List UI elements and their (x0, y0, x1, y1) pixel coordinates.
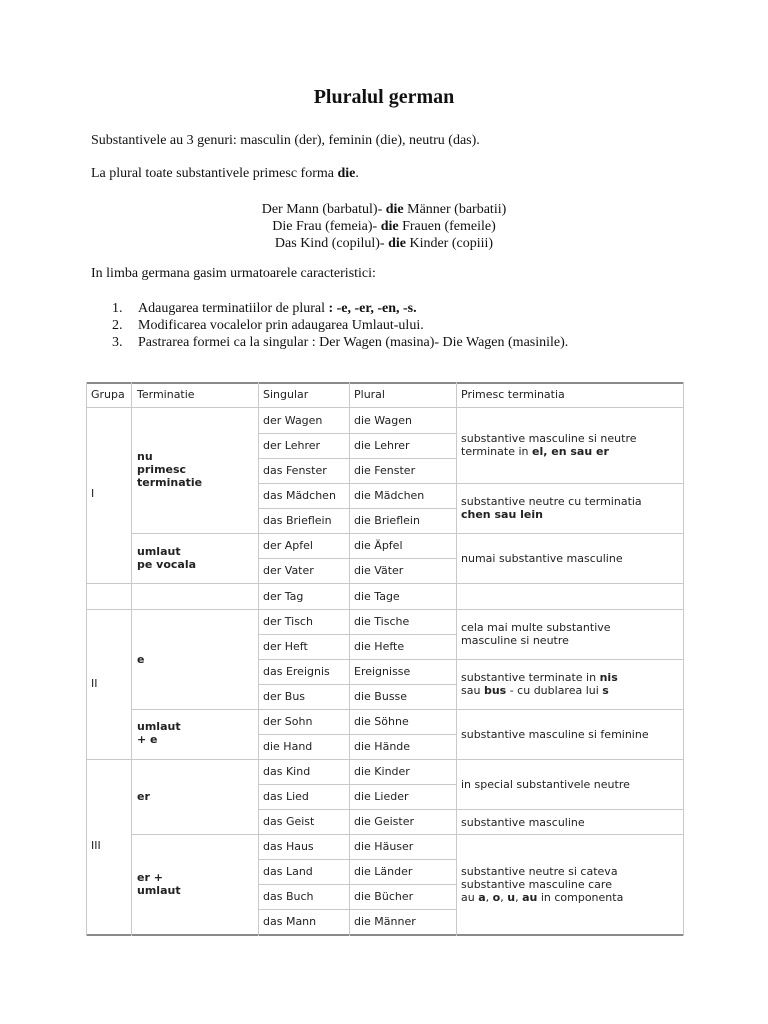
termination-umlaut (137, 545, 196, 571)
note-line-text (461, 891, 623, 904)
plural-cell: die Brieflein (354, 514, 420, 527)
note-cell (461, 816, 585, 829)
example-line (0, 201, 768, 218)
intro-paragraph: Substantivele au 3 genuri: masculin (der), feminin (die), neutru (das). (91, 133, 480, 148)
note-line (456, 533, 684, 534)
plural-cell: die Äpfel (354, 539, 403, 552)
row-line (131, 834, 456, 835)
group-label: I (91, 487, 95, 500)
example-article: die (385, 202, 404, 217)
note-cell (461, 865, 623, 904)
plural-cell: die Tage (354, 590, 400, 603)
note-cell (461, 778, 630, 791)
note-bold: nis (599, 671, 618, 684)
row-line (258, 508, 456, 509)
singular-cell: das Brieflein (263, 514, 332, 527)
example-article: die (380, 219, 399, 234)
row-line (258, 634, 456, 635)
example-plural: Kinder (copiii) (405, 236, 494, 251)
row-line (258, 684, 456, 685)
note-bold: o (492, 891, 501, 904)
row-line (258, 909, 456, 910)
note-line (456, 834, 684, 835)
note-cell (461, 552, 623, 565)
note-line-text: substantive masculine care (461, 878, 612, 891)
note-line (456, 709, 684, 710)
termination-line: terminatie (137, 476, 203, 489)
plural-cell: die Länder (354, 865, 413, 878)
row-line (86, 759, 684, 760)
plural-cell: die Männer (354, 915, 416, 928)
note-line-text: substantive neutre cu terminatia (461, 495, 642, 508)
termination-line: umlaut (137, 720, 181, 733)
singular-cell: das Geist (263, 815, 315, 828)
note-cell (461, 495, 642, 521)
row-line (258, 558, 456, 559)
note-line-text (461, 684, 618, 697)
example-singular: Die Frau (femeia)- (272, 219, 381, 234)
plural-cell: die Häuser (354, 840, 414, 853)
characteristics-list (112, 300, 568, 351)
example-plural: Männer (barbatii) (403, 202, 507, 217)
plural-cell: die Väter (354, 564, 404, 577)
header-singular: Singular (263, 388, 309, 401)
plural-cell: die Busse (354, 690, 408, 703)
termination-er-umlaut (137, 871, 181, 897)
row-line (258, 483, 456, 484)
note-line-text (461, 445, 637, 458)
note-cell (461, 432, 637, 458)
note-bold: s (602, 684, 609, 697)
note-line-text (461, 671, 618, 684)
list-number: 1. (112, 301, 123, 316)
example-singular: Das Kind (copilul)- (274, 236, 389, 251)
list-text: Modificarea vocalelor prin adaugarea Umlaut-ului. (138, 318, 424, 333)
note-line (456, 659, 684, 660)
plural-cell: die Hefte (354, 640, 405, 653)
note-line-text: substantive neutre si cateva (461, 865, 618, 878)
singular-cell: das Fenster (263, 464, 327, 477)
row-line (86, 609, 684, 610)
termination-umlaut-e (137, 720, 181, 746)
col-line (86, 382, 87, 936)
singular-cell: das Kind (263, 765, 311, 778)
row-line (258, 659, 456, 660)
note-line-text (461, 508, 642, 521)
note-bold: bus (483, 684, 507, 697)
singular-cell: der Lehrer (263, 439, 321, 452)
note-cell (461, 728, 649, 741)
row-line (258, 809, 456, 810)
note-line-text: substantive masculine si feminine (461, 728, 649, 741)
row-line (258, 784, 456, 785)
row-line (131, 709, 456, 710)
plural-cell: die Fenster (354, 464, 416, 477)
row-line (258, 458, 456, 459)
note-text: sau (461, 684, 484, 697)
plural-cell: die Wagen (354, 414, 412, 427)
plural-cell: die Bücher (354, 890, 414, 903)
note-text: in componenta (537, 891, 624, 904)
group-label: II (91, 677, 98, 690)
plural-rule-end: . (355, 166, 359, 181)
plural-cell: die Geister (354, 815, 414, 828)
note-cell (461, 671, 618, 697)
singular-cell: die Hand (263, 740, 313, 753)
example-plural: Frauen (femeile) (398, 219, 496, 234)
note-bold: el, en sau er (532, 445, 609, 458)
table-bottom-border (86, 934, 684, 936)
list-text: Pastrarea formei ca la singular : Der Wagen (masina)- Die Wagen (masinile). (138, 335, 569, 350)
list-item (112, 317, 568, 334)
note-text: terminate in (461, 445, 532, 458)
row-line (258, 734, 456, 735)
termination-line: umlaut (137, 884, 181, 897)
row-line (258, 884, 456, 885)
termination-er (137, 790, 150, 803)
note-text: , (485, 891, 493, 904)
termination-line: e (137, 653, 145, 666)
plural-rule-die: die (337, 166, 356, 181)
note-line-text: cela mai multe substantive (461, 621, 611, 634)
characteristics-intro: In limba germana gasim urmatoarele caracteristici: (91, 266, 376, 281)
singular-cell: das Land (263, 865, 313, 878)
header-primesc-terminatia: Primesc terminatia (461, 388, 565, 401)
plural-table (86, 382, 684, 936)
row-line (258, 433, 456, 434)
plural-cell: Ereignisse (354, 665, 411, 678)
header-grupa: Grupa (91, 388, 125, 401)
plural-cell: die Lieder (354, 790, 409, 803)
note-text: - cu dublarea lui (506, 684, 603, 697)
plural-rule-paragraph (91, 166, 359, 182)
note-text: , (515, 891, 523, 904)
examples-block (0, 201, 768, 252)
list-bold: : -e, -er, -en, -s. (328, 301, 417, 316)
plural-cell: die Mädchen (354, 489, 425, 502)
note-line-text: substantive masculine si neutre (461, 432, 637, 445)
singular-cell: der Bus (263, 690, 306, 703)
singular-cell: der Sohn (263, 715, 313, 728)
note-text: , (500, 891, 508, 904)
plural-cell: die Söhne (354, 715, 409, 728)
page-title: Pluralul german (313, 86, 455, 108)
plural-rule-text: La plural toate substantivele primesc forma (91, 166, 338, 181)
header-plural: Plural (354, 388, 385, 401)
note-line (456, 483, 684, 484)
singular-cell: der Apfel (263, 539, 313, 552)
note-text: au (461, 891, 479, 904)
plural-cell: die Tische (354, 615, 410, 628)
singular-cell: der Wagen (263, 414, 323, 427)
example-line (0, 218, 768, 235)
col-line (131, 382, 132, 936)
plural-cell: die Hände (354, 740, 411, 753)
plural-cell: die Lehrer (354, 439, 410, 452)
list-item (112, 300, 568, 317)
list-item (112, 334, 568, 351)
row-line (131, 533, 456, 534)
row-line (258, 859, 456, 860)
group-label: III (91, 839, 101, 852)
note-line-text: in special substantivele neutre (461, 778, 630, 791)
termination-line: pe vocala (137, 558, 197, 571)
singular-cell: das Lied (263, 790, 309, 803)
singular-cell: das Mädchen (263, 489, 336, 502)
singular-cell: der Vater (263, 564, 314, 577)
note-text: substantive terminate in (461, 671, 600, 684)
termination-line: umlaut (137, 545, 181, 558)
singular-cell: der Tag (263, 590, 304, 603)
singular-cell: das Mann (263, 915, 317, 928)
singular-cell: das Haus (263, 840, 314, 853)
note-line-text: substantive masculine (461, 816, 585, 829)
example-line (0, 235, 768, 252)
termination-line: er + (137, 871, 163, 884)
note-line-text: masculine si neutre (461, 634, 569, 647)
example-article: die (388, 236, 406, 251)
termination-e (137, 653, 144, 666)
note-bold: chen sau lein (461, 508, 543, 521)
termination-line: + e (137, 733, 158, 746)
row-line (86, 583, 684, 584)
note-cell (461, 621, 611, 647)
note-line (456, 809, 684, 810)
singular-cell: das Buch (263, 890, 314, 903)
note-bold: u (507, 891, 516, 904)
header-bottom-line (86, 407, 684, 408)
note-bold: au (522, 891, 538, 904)
termination-line: nu (137, 450, 153, 463)
termination-line: er (137, 790, 150, 803)
note-bold: a (478, 891, 486, 904)
singular-cell: der Tisch (263, 615, 313, 628)
plural-cell: die Kinder (354, 765, 410, 778)
note-line-text: numai substantive masculine (461, 552, 623, 565)
termination-none (137, 450, 202, 489)
header-terminatie: Terminatie (137, 388, 195, 401)
list-number: 3. (112, 335, 123, 350)
list-number: 2. (112, 318, 123, 333)
singular-cell: das Ereignis (263, 665, 330, 678)
table-top-border (86, 382, 684, 384)
singular-cell: der Heft (263, 640, 308, 653)
termination-line: primesc (137, 463, 187, 476)
example-singular: Der Mann (barbatul)- (261, 202, 386, 217)
list-text: Adaugarea terminatiilor de plural (138, 301, 329, 316)
